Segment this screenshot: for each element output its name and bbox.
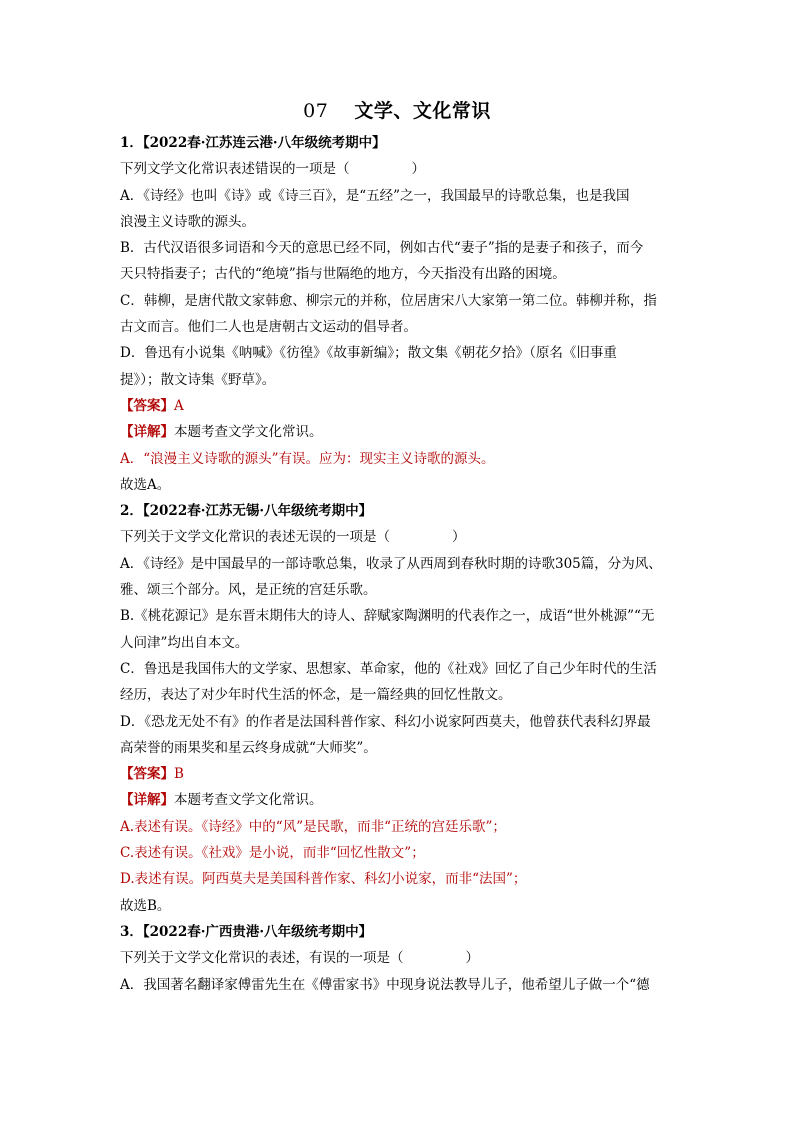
explanation-line: A．“浪漫主义诗歌的源头”有误。应为：现实主义诗歌的源头。 [120, 450, 495, 467]
question-1 [120, 130, 680, 498]
title-text: 文学、文化常识 [354, 100, 491, 122]
detail-line [120, 419, 680, 445]
detail-line [120, 787, 680, 813]
question-stem [120, 156, 680, 182]
question-2 [120, 498, 680, 919]
question-3 [120, 919, 680, 998]
option-line: 人问津”均出自本文。 [120, 634, 249, 651]
question-stem-close: ） [465, 950, 479, 967]
detail-text: 本题考查文学文化常识。 [174, 792, 323, 809]
option-line: C．韩柳，是唐代散文家韩愈、柳宗元的并称，位居唐宋八大家第一第二位。韩柳并称，指 [120, 292, 657, 309]
detail-text: 本题考查文学文化常识。 [174, 424, 323, 441]
option-line: 雅、颂三个部分。风，是正统的宫廷乐歌。 [120, 582, 377, 599]
answer-line [120, 393, 680, 419]
question-stem-close: ） [411, 161, 425, 178]
option-line: A．《诗经》是中国最早的一部诗歌总集，收录了从西周到春秋时期的诗歌305篇，分为风、 [120, 555, 662, 572]
conclusion-line: 故选B。 [120, 897, 171, 914]
question-header: 2．【2022春·江苏无锡·八年级统考期中】 [120, 503, 373, 520]
option-line: 高荣誉的雨果奖和星云终身成就“大师奖”。 [120, 739, 377, 756]
document-title [0, 96, 794, 123]
conclusion-line: 故选A。 [120, 476, 171, 493]
detail-label: 【详解】 [120, 792, 174, 809]
option-line: C．鲁迅是我国伟大的文学家、思想家、革命家，他的《社戏》回忆了自己少年时代的生活 [120, 660, 657, 677]
answer-value: A [174, 397, 184, 414]
answer-label: 【答案】 [120, 397, 174, 414]
answer-value: B [174, 766, 184, 783]
option-line: B.《桃花源记》是东晋末期伟大的诗人、辞赋家陶渊明的代表作之一，成语“世外桃源”“无 [120, 608, 655, 625]
option-line: 浪漫主义诗歌的源头。 [120, 213, 255, 230]
detail-label: 【详解】 [120, 424, 174, 441]
question-stem-text: 下列文学文化常识表述错误的一项是（ [120, 161, 350, 178]
document-body [120, 130, 680, 998]
option-line: 天只特指妻子；古代的“绝境”指与世隔绝的地方，今天指没有出路的困境。 [120, 266, 566, 283]
option-line: 经历，表达了对少年时代生活的怀念，是一篇经典的回忆性散文。 [120, 687, 512, 704]
option-line: A．《诗经》也叫《诗》或《诗三百》，是“五经”之一，我国最早的诗歌总集，也是我国 [120, 187, 630, 204]
answer-line [120, 761, 680, 787]
question-stem-text: 下列关于文学文化常识的表述，有误的一项是（ [120, 950, 404, 967]
question-header: 1．【2022春·江苏连云港·八年级统考期中】 [120, 135, 386, 151]
option-line: D．鲁迅有小说集《呐喊》《彷徨》《故事新编》；散文集《朝花夕拾》（原名《旧事重 [120, 345, 617, 362]
option-line: B．古代汉语很多词语和今天的意思已经不同，例如古代“妻子”指的是妻子和孩子，而今 [120, 240, 644, 257]
title-number: 07 [303, 100, 329, 122]
explanation-line: A.表述有误。《诗经》中的“风”是民歌，而非“正统的宫廷乐歌”； [120, 818, 506, 835]
explanation-line: C.表述有误。《社戏》是小说，而非“回忆性散文”； [120, 845, 425, 862]
option-line: D．《恐龙无处不有》的作者是法国科普作家、科幻小说家阿西莫夫，他曾获代表科幻界最 [120, 713, 651, 730]
question-stem-close: ） [452, 529, 466, 546]
answer-label: 【答案】 [120, 766, 174, 783]
option-line: 古文而言。他们二人也是唐朝古文运动的倡导者。 [120, 319, 417, 336]
option-line: A．我国著名翻译家傅雷先生在《傅雷家书》中现身说法教导儿子，他希望儿子做一个“德 [120, 976, 650, 993]
question-header: 3．【2022春·广西贵港·八年级统考期中】 [120, 923, 373, 940]
question-stem [120, 945, 680, 971]
question-stem-text: 下列关于文学文化常识的表述无误的一项是（ [120, 529, 390, 546]
question-stem [120, 524, 680, 550]
option-line: 提》）；散文诗集《野草》。 [120, 371, 276, 388]
explanation-line: D.表述有误。阿西莫夫是美国科普作家、科幻小说家，而非“法国”； [120, 871, 527, 888]
